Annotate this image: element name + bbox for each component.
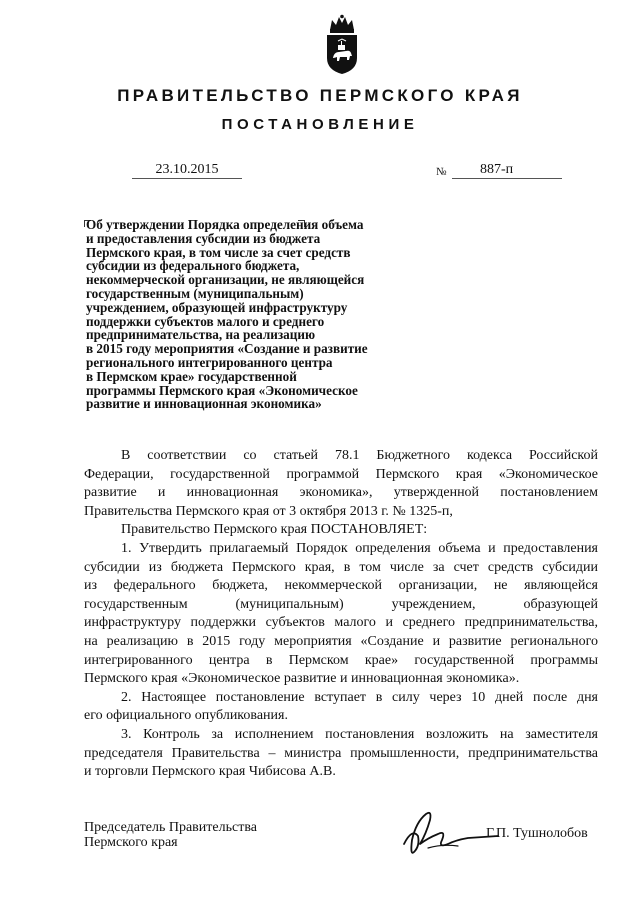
body-line: 2. Настоящее постановление вступает в силу через 10 дней после дня (121, 689, 598, 705)
body-line: субсидии из бюджета Пермского края, в том числе за счет средств субсидии (84, 559, 598, 575)
body-line: 3. Контроль за исполнением постановления возложить на заместителя (121, 726, 598, 742)
body-line: Правительства Пермского края от 3 октября 2013 г. № 1325-п, (84, 503, 453, 519)
signer-position-line: Пермского края (84, 835, 178, 850)
document-type: ПОСТАНОВЛЕНИЕ (221, 116, 419, 133)
title-line: регионального интегрированного центра (86, 354, 333, 370)
document-title (86, 218, 446, 411)
government-name: ПРАВИТЕЛЬСТВО ПЕРМСКОГО КРАЯ (117, 86, 523, 105)
signer-position-line: Председатель Правительства (84, 820, 257, 835)
title-line: Об утверждении Порядка определения объема (86, 217, 364, 232)
body-line: из федерального бюджета, некоммерческой организации, не являющейся (84, 578, 598, 594)
title-line: развитие и инновационная экономика» (86, 396, 322, 412)
title-line: субсидии из федерального бюджета, (86, 258, 300, 274)
body-line: председателя Правительства – министра промышленности, предпринимательства (84, 745, 598, 761)
body-line: Пермского края «Экономическое развитие и инновационная экономика». (84, 671, 520, 687)
body-line: Федерации, государственной программой Пермского края «Экономическое (84, 466, 598, 482)
document-number: 887-п (452, 162, 562, 179)
body-line: инфраструктуру поддержки субъектов малого и среднего предпринимательства, (84, 615, 598, 631)
title-line: в Пермском крае» государственной (86, 368, 297, 384)
title-line: Пермского края, в том числе за счет средств (86, 244, 351, 260)
body-line: на реализацию в 2015 году мероприятия «Создание и развитие регионального (84, 633, 598, 649)
title-line: государственным (муниципальным) (86, 285, 304, 301)
title-line: поддержки субъектов малого и среднего (86, 313, 325, 329)
title-line: в 2015 году мероприятия «Создание и развитие (86, 341, 368, 357)
resolution-statement (84, 521, 598, 540)
document-body (84, 447, 598, 782)
body-line: В соответствии со статьей 78.1 Бюджетного кодекса Российской (121, 448, 598, 463)
document-date: 23.10.2015 (132, 162, 242, 179)
body-line: и торговли Пермского края Чибисова А.В. (84, 764, 336, 780)
body-line: 1. Утвердить прилагаемый Порядок определения объема и предоставления (121, 540, 598, 556)
title-line: некоммерческой организации, не являющейся (86, 272, 365, 288)
title-line: учреждением, образующей инфраструктуру (86, 299, 348, 315)
title-line: и предоставления субсидии из бюджета (86, 230, 321, 246)
number-sign: № (436, 166, 447, 178)
item-2-paragraph (84, 689, 598, 726)
intro-paragraph (84, 447, 598, 521)
body-line: интегрированного центра в Пермском крае» государственной программы (84, 652, 598, 668)
title-line: программы Пермского края «Экономическое (86, 382, 358, 398)
body-line: его официального опубликования. (84, 708, 288, 724)
coat-of-arms-emblem (324, 14, 360, 76)
signer-position (84, 820, 257, 850)
body-line: Правительство Пермского края ПОСТАНОВЛЯЕТ: (121, 522, 428, 538)
body-line: развитие и инновационная экономика», утвержденной постановлением (84, 485, 598, 501)
title-line: предпринимательства, на реализацию (86, 327, 316, 343)
item-3-paragraph (84, 726, 598, 782)
item-1-paragraph (84, 540, 598, 689)
signer-name: Г.П. Тушнолобов (486, 826, 588, 841)
body-line: государственным (муниципальным) учреждением, образующей (84, 596, 598, 612)
